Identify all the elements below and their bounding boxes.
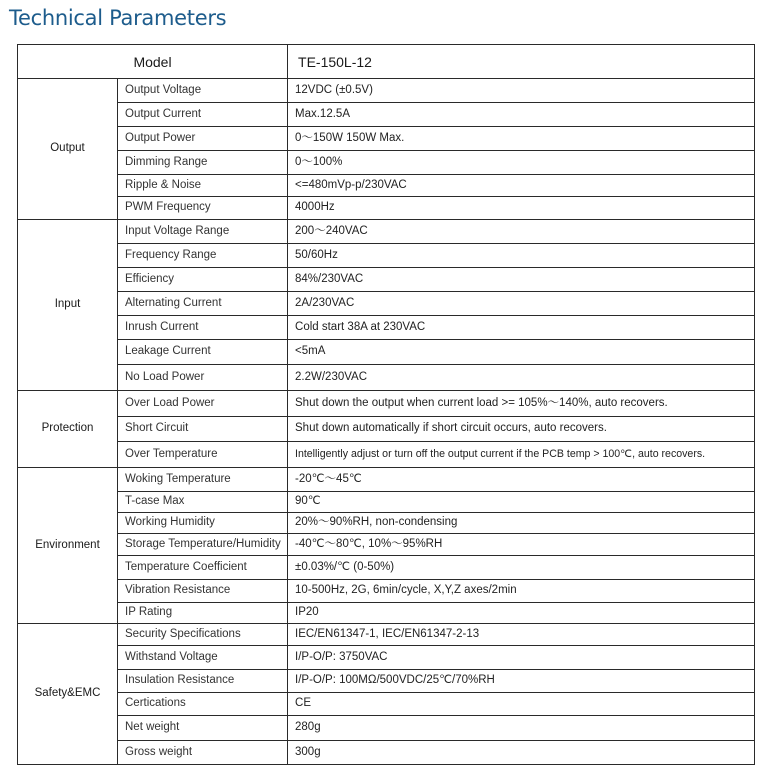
param-value: IP20 (288, 603, 755, 624)
param-label: Short Circuit (118, 417, 288, 442)
param-value: IEC/EN61347-1, IEC/EN61347-2-13 (288, 624, 755, 646)
table-row (18, 292, 755, 316)
param-label: Over Temperature (118, 442, 288, 468)
param-label: Leakage Current (118, 340, 288, 365)
table-row (18, 624, 755, 646)
param-value: 20%～90%RH, non-condensing (288, 513, 755, 534)
table-row (18, 197, 755, 220)
param-label: Certications (118, 693, 288, 716)
param-label: Net weight (118, 716, 288, 741)
table-row (18, 741, 755, 765)
param-label: Output Current (118, 103, 288, 127)
param-label: No Load Power (118, 365, 288, 391)
param-value: -20℃～45℃ (288, 468, 755, 492)
param-label: Inrush Current (118, 316, 288, 340)
param-value: 200～240VAC (288, 220, 755, 244)
table-row (18, 79, 755, 103)
table-row (18, 127, 755, 151)
table-row (18, 492, 755, 513)
param-label: Ripple & Noise (118, 175, 288, 197)
table-row (18, 513, 755, 534)
table-row (18, 268, 755, 292)
table-row (18, 151, 755, 175)
param-label: Withstand Voltage (118, 646, 288, 670)
param-value: Shut down automatically if short circuit occurs, auto recovers. (288, 417, 755, 442)
param-label: Storage Temperature/Humidity (118, 534, 288, 556)
table-row (18, 417, 755, 442)
table-row (18, 534, 755, 556)
param-value: 0～150W 150W Max. (288, 127, 755, 151)
param-label: Output Voltage (118, 79, 288, 103)
param-value: 4000Hz (288, 197, 755, 220)
param-label: Dimming Range (118, 151, 288, 175)
param-label: T-case Max (118, 492, 288, 513)
table-row (18, 716, 755, 741)
param-value: 2A/230VAC (288, 292, 755, 316)
model-row (18, 45, 755, 79)
param-label: Temperature Coefficient (118, 556, 288, 580)
param-label: Input Voltage Range (118, 220, 288, 244)
param-value: 280g (288, 716, 755, 741)
param-value: 300g (288, 741, 755, 765)
table-row (18, 175, 755, 197)
param-label: Security Specifications (118, 624, 288, 646)
table-row (18, 244, 755, 268)
param-value: Cold start 38A at 230VAC (288, 316, 755, 340)
param-value: <5mA (288, 340, 755, 365)
param-value: ±0.03%/℃ (0-50%) (288, 556, 755, 580)
param-value: I/P-O/P: 100MΩ/500VDC/25℃/70%RH (288, 670, 755, 693)
param-label: Gross weight (118, 741, 288, 765)
param-value: 50/60Hz (288, 244, 755, 268)
table-row (18, 603, 755, 624)
table-row (18, 670, 755, 693)
param-label: Vibration Resistance (118, 580, 288, 603)
param-label: PWM Frequency (118, 197, 288, 220)
table-row (18, 220, 755, 244)
param-value: 84%/230VAC (288, 268, 755, 292)
table-row (18, 646, 755, 670)
param-value: I/P-O/P: 3750VAC (288, 646, 755, 670)
table-row (18, 316, 755, 340)
param-label: IP Rating (118, 603, 288, 624)
param-label: Output Power (118, 127, 288, 151)
param-label: Frequency Range (118, 244, 288, 268)
group-protection: Protection (18, 391, 118, 468)
param-value: 12VDC (±0.5V) (288, 79, 755, 103)
param-value: Max.12.5A (288, 103, 755, 127)
param-value: CE (288, 693, 755, 716)
group-environment: Environment (18, 468, 118, 624)
table-row (18, 556, 755, 580)
param-value: <=480mVp-p/230VAC (288, 175, 755, 197)
param-label: Alternating Current (118, 292, 288, 316)
group-output: Output (18, 79, 118, 220)
param-label: Woking Temperature (118, 468, 288, 492)
param-value: -40℃～80℃, 10%～95%RH (288, 534, 755, 556)
param-label: Insulation Resistance (118, 670, 288, 693)
param-value: 90℃ (288, 492, 755, 513)
table-row (18, 103, 755, 127)
param-value: Intelligently adjust or turn off the output current if the PCB temp > 100℃, auto recovers. (288, 442, 755, 468)
table-row (18, 468, 755, 492)
param-value: 0～100% (288, 151, 755, 175)
table-row (18, 340, 755, 365)
param-label: Over Load Power (118, 391, 288, 417)
model-value: TE-150L-12 (288, 45, 755, 79)
table-row (18, 442, 755, 468)
param-value: 10-500Hz, 2G, 6min/cycle, X,Y,Z axes/2min (288, 580, 755, 603)
group-input: Input (18, 220, 118, 391)
page-title: Technical Parameters (9, 6, 227, 30)
param-label: Efficiency (118, 268, 288, 292)
table-row (18, 391, 755, 417)
param-value: 2.2W/230VAC (288, 365, 755, 391)
table-row (18, 580, 755, 603)
group-safety-emc: Safety&EMC (18, 624, 118, 765)
table-row (18, 693, 755, 716)
model-label: Model (18, 45, 288, 79)
param-value: Shut down the output when current load >= 105%～140%, auto recovers. (288, 391, 755, 417)
spec-table (17, 44, 755, 765)
table-row (18, 365, 755, 391)
param-label: Working Humidity (118, 513, 288, 534)
